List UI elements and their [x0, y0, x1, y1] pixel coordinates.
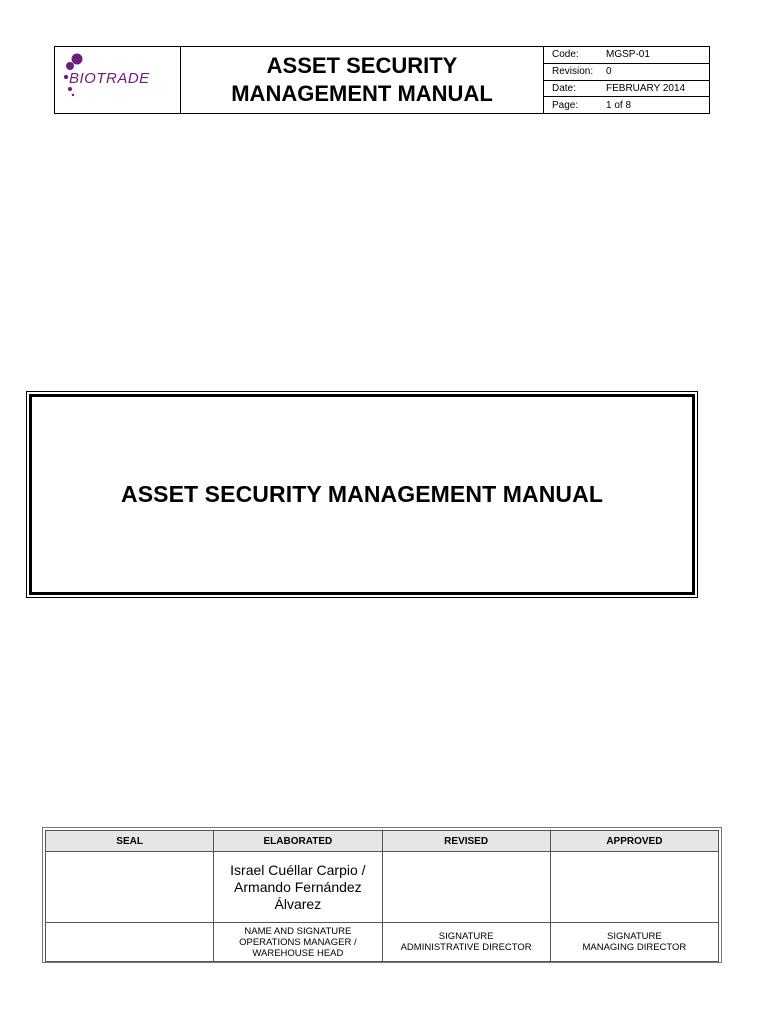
logo-text: BIOTRADE — [69, 70, 150, 87]
meta-value: 0 — [606, 66, 612, 78]
role-line: SIGNATURE — [438, 931, 494, 942]
role-line: WAREHOUSE HEAD — [252, 947, 344, 959]
signature-table — [42, 827, 722, 963]
meta-label: Revision: — [552, 66, 594, 78]
header-title — [181, 47, 544, 113]
role-line: MANAGING DIRECTOR — [582, 942, 687, 953]
role-line: ADMINISTRATIVE DIRECTOR — [400, 942, 532, 953]
revised-names — [382, 852, 550, 923]
meta-value: 1 of 8 — [606, 99, 632, 111]
revised-role — [382, 923, 550, 962]
column-header-revised: REVISED — [382, 831, 550, 852]
approved-role — [550, 923, 718, 962]
meta-code — [544, 47, 709, 64]
role-line: SIGNATURE — [607, 931, 662, 942]
role-line: NAME AND SIGNATURE — [244, 925, 352, 937]
signature-names-row — [46, 852, 719, 923]
meta-value: FEBRUARY 2014 — [606, 82, 686, 94]
main-title: ASSET SECURITY MANAGEMENT MANUAL — [121, 481, 603, 507]
biotrade-logo-icon — [59, 49, 175, 109]
column-header-elaborated: ELABORATED — [214, 831, 382, 852]
document-header — [54, 46, 710, 114]
approved-names — [550, 852, 718, 923]
meta-label: Code: — [552, 49, 579, 61]
role-line: OPERATIONS MANAGER / — [239, 936, 357, 948]
meta-label: Date: — [552, 82, 576, 94]
meta-value: MGSP-01 — [606, 49, 650, 61]
meta-date — [544, 81, 709, 98]
meta-revision — [544, 64, 709, 81]
seal-cell — [46, 852, 214, 923]
company-logo — [55, 47, 181, 113]
header-title-line2: MANAGEMENT MANUAL — [231, 81, 493, 106]
document-meta — [544, 47, 709, 113]
header-title-line1: ASSET SECURITY — [266, 53, 458, 78]
meta-page — [544, 97, 709, 113]
elaborated-role — [214, 923, 382, 962]
column-header-approved: APPROVED — [550, 831, 718, 852]
column-header-seal: SEAL — [46, 831, 214, 852]
meta-label: Page: — [552, 99, 579, 111]
seal-role — [46, 923, 214, 962]
signature-header-row — [46, 831, 719, 852]
title-box — [26, 391, 698, 598]
elaborated-names: Israel Cuéllar Carpio / Armando Fernández Álvarez — [214, 852, 382, 923]
signature-roles-row — [46, 923, 719, 962]
